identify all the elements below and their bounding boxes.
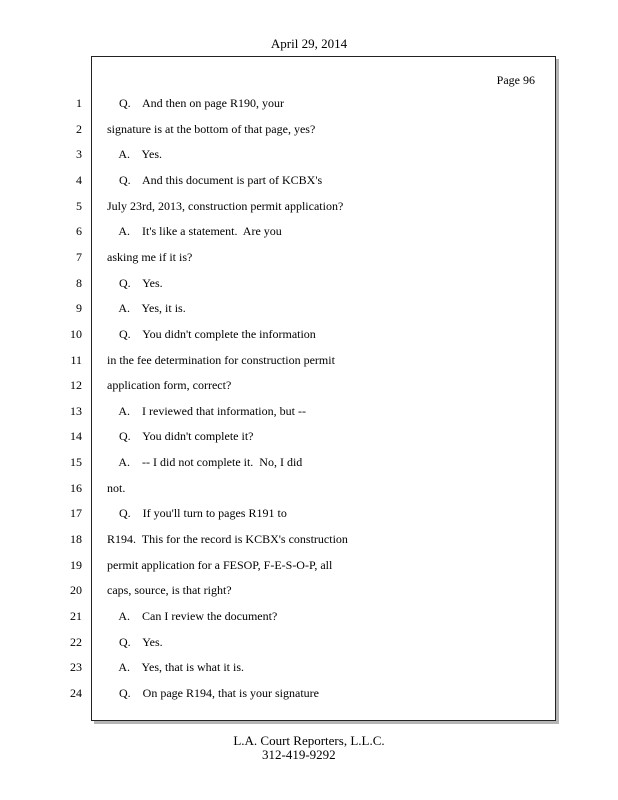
line-number: 13: [70, 404, 82, 418]
line-number: 14: [70, 429, 82, 443]
line-number: 5: [76, 199, 82, 213]
transcript-line: Q. On page R194, that is your signature: [107, 686, 319, 700]
line-number: 17: [70, 506, 82, 520]
page-number: Page 96: [496, 73, 535, 87]
line-number: 18: [70, 532, 82, 546]
footer-company: L.A. Court Reporters, L.L.C.: [233, 733, 385, 748]
transcript-line: Q. You didn't complete it?: [107, 429, 254, 443]
transcript-line: July 23rd, 2013, construction permit application?: [107, 199, 344, 213]
line-number: 24: [70, 686, 82, 700]
transcript-line: A. Yes, that is what it is.: [107, 660, 245, 674]
line-number: 16: [70, 481, 82, 495]
line-number: 7: [76, 250, 82, 264]
line-number: 23: [70, 660, 82, 674]
line-number: 20: [70, 583, 82, 597]
line-number: 19: [70, 558, 82, 572]
line-number: 6: [76, 224, 82, 238]
header-date: April 29, 2014: [270, 36, 348, 51]
line-number: 10: [70, 327, 82, 341]
line-number: 8: [76, 276, 82, 290]
line-number: 2: [76, 122, 82, 136]
transcript-line: A. I reviewed that information, but --: [107, 404, 306, 418]
transcript-line: application form, correct?: [107, 378, 232, 392]
line-number: 1: [76, 96, 82, 110]
transcript-line: Q. If you'll turn to pages R191 to: [107, 506, 287, 520]
line-number: 22: [70, 635, 82, 649]
transcript-line: A. Yes.: [107, 147, 163, 161]
transcript-line: Q. And then on page R190, your: [107, 96, 284, 110]
transcript-line: Q. And this document is part of KCBX's: [107, 173, 323, 187]
transcript-line: A. Can I review the document?: [107, 609, 278, 623]
line-number: 21: [70, 609, 82, 623]
transcript-line: in the fee determination for construction permit: [107, 353, 335, 367]
line-number: 11: [70, 353, 82, 367]
transcript-line: A. It's like a statement. Are you: [107, 224, 282, 238]
transcript-line: A. Yes, it is.: [107, 301, 186, 315]
line-number: 4: [76, 173, 82, 187]
transcript-line: R194. This for the record is KCBX's construction: [107, 532, 348, 546]
transcript-line: permit application for a FESOP, F-E-S-O-P, all: [107, 558, 333, 572]
transcript-line: A. -- I did not complete it. No, I did: [107, 455, 303, 469]
transcript-line: signature is at the bottom of that page, yes?: [107, 122, 316, 136]
transcript-line: caps, source, is that right?: [107, 583, 232, 597]
line-number: 15: [70, 455, 82, 469]
transcript-line: Q. You didn't complete the information: [107, 327, 316, 341]
transcript-line: Q. Yes.: [107, 635, 163, 649]
transcript-line: Q. Yes.: [107, 276, 163, 290]
line-number: 12: [70, 378, 82, 392]
transcript-line: not.: [107, 481, 126, 495]
line-number: 9: [76, 301, 82, 315]
transcript-line: asking me if it is?: [107, 250, 193, 264]
footer-phone: 312-419-9292: [262, 747, 336, 762]
line-number: 3: [76, 147, 82, 161]
